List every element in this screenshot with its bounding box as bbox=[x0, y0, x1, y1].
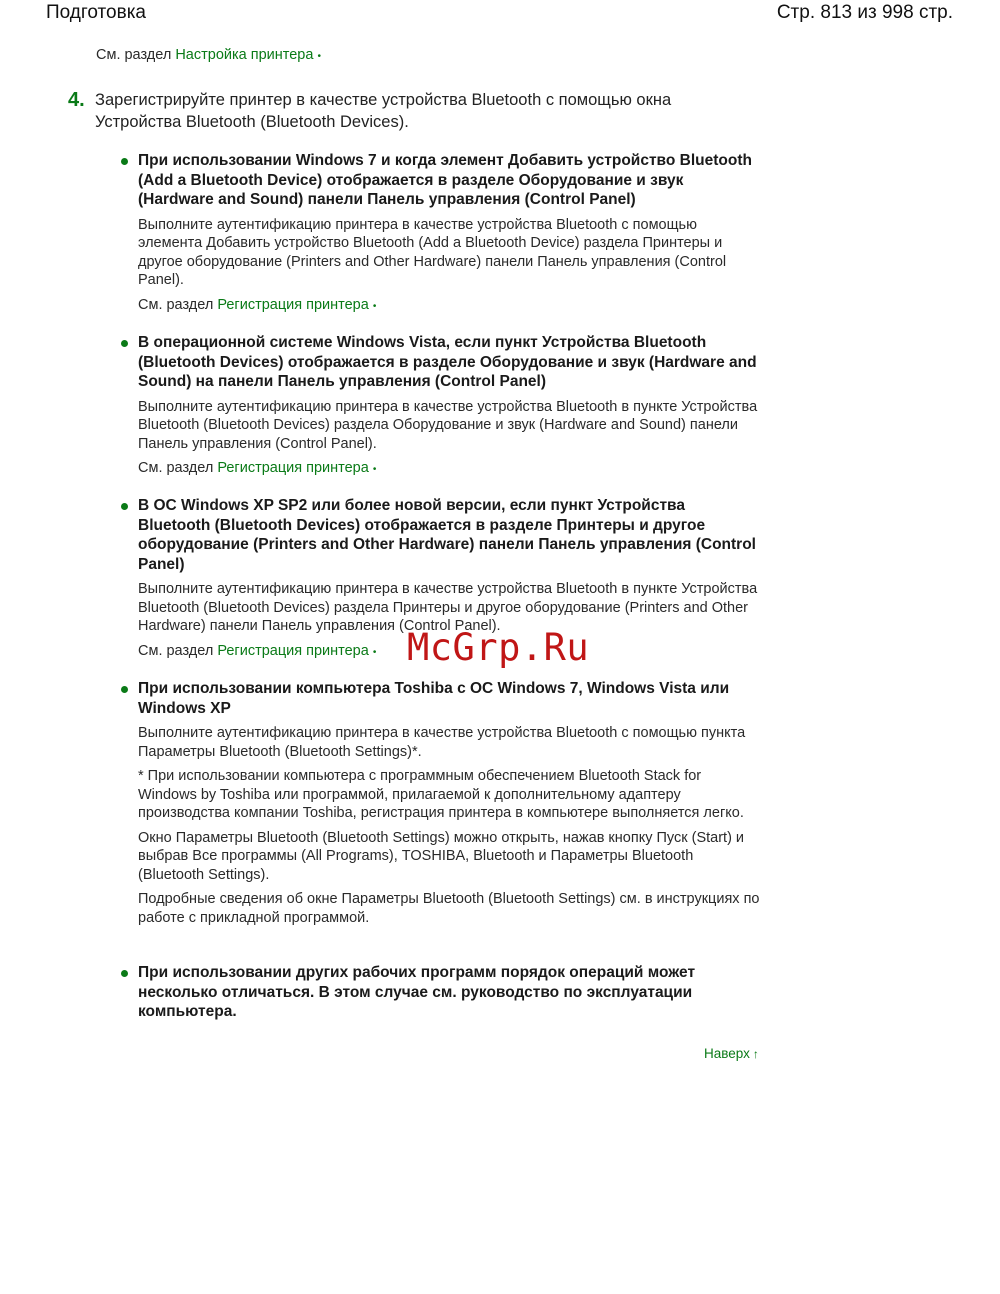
bullet-paragraph: Выполните аутентификацию принтера в качестве устройства Bluetooth с помощью элемента Добавить устройство Bluetooth (Add a Bluetooth Device) раздела Принтеры и другое оборудование (Printers and Other Hardware) панели Панель управления (Control Panel). bbox=[138, 216, 727, 288]
bullet-paragraph: Окно Параметры Bluetooth (Bluetooth Settings) можно открыть, нажав кнопку Пуск (Start) и выбрав Все программы (All Programs), TOSHIBA, Bluetooth и Параметры Bluetooth (Bluetooth Settings). bbox=[138, 829, 745, 883]
printer-registration-link[interactable]: Регистрация принтера bbox=[217, 642, 369, 659]
bullet-icon bbox=[121, 158, 128, 165]
bullet-other-programs bbox=[120, 963, 760, 1022]
page-indicator: Стр. 813 из 998 стр. bbox=[776, 2, 953, 23]
step-text: Зарегистрируйте принтер в качестве устройства Bluetooth с помощью окна Устройства Bluetooth (Bluetooth Devices). bbox=[95, 91, 672, 131]
bullet-heading: При использовании Windows 7 и когда элемент Добавить устройство Bluetooth (Add a Bluetooth Device) отображается в разделе Оборудование и звук (Hardware and Sound) панели Панель управления (Control Panel) bbox=[138, 152, 752, 208]
see-section bbox=[138, 296, 760, 317]
see-section-top bbox=[96, 46, 321, 67]
bullet-heading: При использовании других рабочих программ порядок операций может несколько отличаться. В этом случае см. руководство по эксплуатации компьютера. bbox=[138, 964, 696, 1020]
see-section bbox=[138, 459, 760, 480]
bullet-body bbox=[138, 216, 760, 317]
see-prefix: См. раздел bbox=[138, 642, 214, 659]
arrow-up-icon: ↑ bbox=[752, 1047, 759, 1061]
bullet-icon bbox=[121, 970, 128, 977]
back-to-top-link[interactable]: Наверх bbox=[704, 1046, 750, 1061]
bullet-paragraph: Подробные сведения об окне Параметры Bluetooth (Bluetooth Settings) см. в инструкциях по работе с прикладной программой. bbox=[138, 891, 760, 926]
bullet-paragraph: Выполните аутентификацию принтера в качестве устройства Bluetooth в пункте Устройства Bluetooth (Bluetooth Devices) раздела Принтеры и другое оборудование (Printers and Other Hardware) панели Панель управления (Control Panel). bbox=[138, 581, 758, 634]
bullet-icon bbox=[121, 340, 128, 347]
bullet-windows-vista bbox=[120, 333, 760, 480]
bullet-windows7 bbox=[120, 151, 760, 316]
section-title: Подготовка bbox=[46, 2, 147, 23]
bullet-toshiba bbox=[120, 679, 760, 933]
see-prefix: См. раздел bbox=[96, 47, 172, 63]
printer-setup-link[interactable]: Настройка принтера bbox=[175, 47, 314, 63]
link-dot-icon: • bbox=[372, 300, 377, 312]
step-number: 4. bbox=[68, 89, 85, 111]
link-dot-icon: • bbox=[372, 464, 377, 475]
page-header bbox=[0, 0, 1000, 34]
bullet-heading: В ОС Windows XP SP2 или более новой версии, если пункт Устройства Bluetooth (Bluetooth Devices) отображается в разделе Принтеры и другое оборудование (Printers and Other Hardware) панели Панель управления (Control Panel) bbox=[138, 497, 756, 573]
bullet-heading: При использовании компьютера Toshiba с ОС Windows 7, Windows Vista или Windows XP bbox=[138, 680, 730, 717]
see-prefix: См. раздел bbox=[138, 296, 214, 313]
bullet-icon bbox=[121, 503, 128, 510]
printer-registration-link[interactable]: Регистрация принтера bbox=[217, 296, 369, 313]
bullet-heading: В операционной системе Windows Vista, если пункт Устройства Bluetooth (Bluetooth Devices) отображается в разделе Оборудование и звук (Hardware and Sound) на панели Панель управления (Control Panel) bbox=[138, 334, 757, 390]
printer-registration-link[interactable]: Регистрация принтера bbox=[217, 460, 369, 476]
link-dot-icon: • bbox=[317, 51, 321, 62]
bullet-body bbox=[138, 398, 760, 480]
watermark: McGrp.Ru bbox=[407, 626, 590, 669]
see-prefix: См. раздел bbox=[138, 460, 214, 476]
bullet-icon bbox=[121, 686, 128, 693]
back-to-top[interactable] bbox=[704, 1046, 759, 1061]
bullet-body bbox=[138, 724, 760, 927]
bullet-paragraph: Выполните аутентификацию принтера в качестве устройства Bluetooth с помощью пункта Параметры Bluetooth (Bluetooth Settings)*. bbox=[138, 725, 746, 760]
bullet-paragraph: Выполните аутентификацию принтера в качестве устройства Bluetooth в пункте Устройства Bluetooth (Bluetooth Devices) раздела Оборудование и звук (Hardware and Sound) панели Панель управления (Control Panel). bbox=[138, 398, 758, 452]
bullet-footnote: * При использовании компьютера с программным обеспечением Bluetooth Stack for Windows by Toshiba или программой, прилагаемой к дополнительному адаптеру производства компании Toshiba, регистрация принтера в компьютере выполняется легко. bbox=[138, 768, 744, 821]
link-dot-icon: • bbox=[372, 646, 377, 658]
